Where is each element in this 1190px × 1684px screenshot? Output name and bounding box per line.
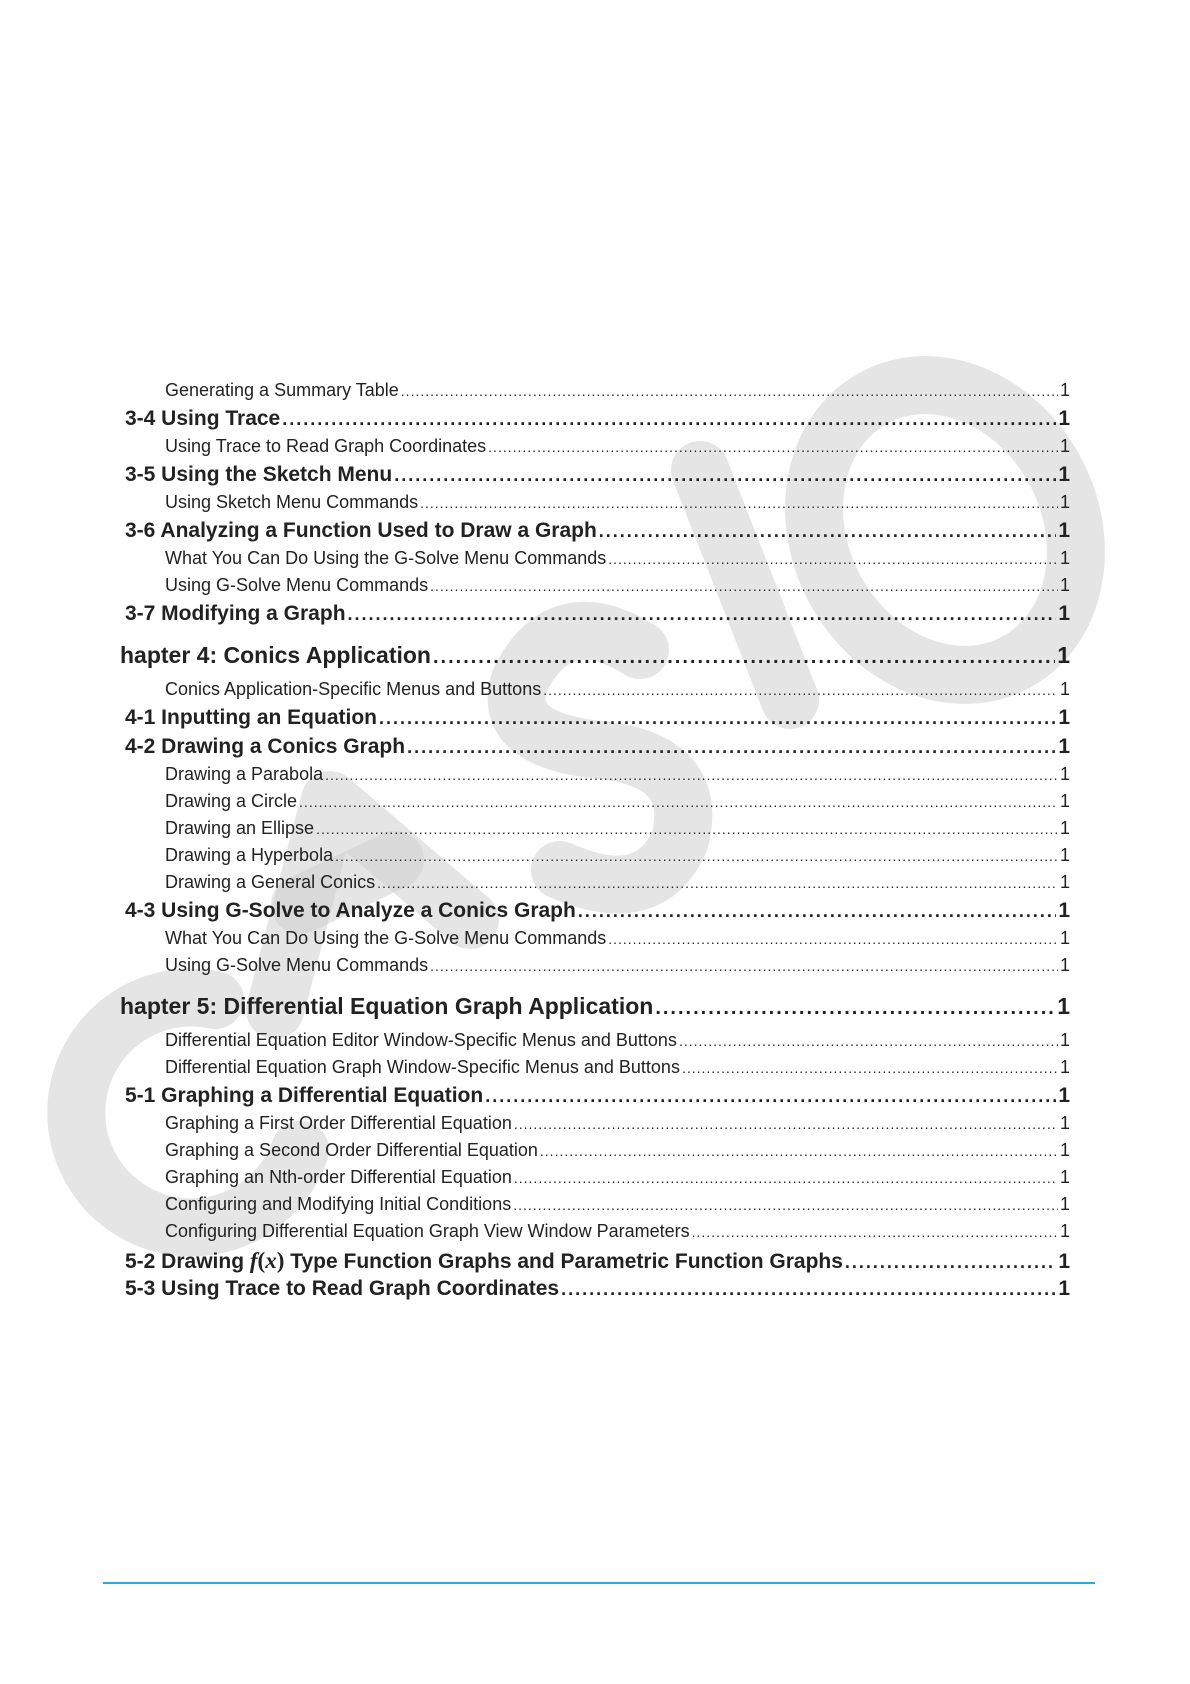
toc-page-number: 1 [1059,679,1070,699]
toc-page-number: 1 [1059,928,1070,948]
toc-page-number: 1 [1059,818,1070,838]
dot-leader [377,873,1058,891]
toc-entry-title: Drawing a Parabola [165,764,324,784]
toc-entry-chap[interactable] [120,644,1070,680]
toc-page-number: 1 [1059,1140,1070,1160]
toc-entry-title: 3-5 Using the Sketch Menu [125,463,393,486]
toc-entry-sub[interactable] [165,1141,1070,1168]
toc-entry-title: Drawing a Circle [165,791,298,811]
toc-entry-title: Graphing a Second Order Differential Equation [165,1140,538,1160]
dot-leader [401,381,1058,399]
toc-entry-sub[interactable] [165,680,1070,707]
dot-leader [430,956,1058,974]
toc-page-number: 1 [1058,706,1070,729]
toc-entry-sub[interactable] [165,1222,1070,1249]
dot-leader [379,707,1056,728]
dot-leader [325,765,1058,783]
toc-page-number: 1 [1059,791,1070,811]
toc-page-number: 1 [1059,845,1070,865]
toc-page-number: 1 [1059,380,1070,400]
toc-entry-sub[interactable] [165,792,1070,819]
toc-entry-sub[interactable] [165,1195,1070,1222]
toc-entry-title: 5-3 Using Trace to Read Graph Coordinates [125,1277,560,1300]
dot-leader [407,736,1056,757]
toc-entry-sec[interactable] [125,1249,1070,1278]
toc-page-number: 1 [1059,1057,1070,1077]
dot-leader [335,846,1058,864]
toc-entry-title: hapter 4: Conics Application [120,642,431,668]
toc-entry-sub[interactable] [165,1058,1070,1085]
toc-entry-title: 3-7 Modifying a Graph [125,602,346,625]
toc-entry-title: Drawing a Hyperbola [165,845,334,865]
toc-entry-sec[interactable] [125,707,1070,736]
toc-entry-title: Differential Equation Editor Window-Specific Menus and Buttons [165,1030,677,1050]
dot-leader [543,680,1058,698]
toc-entry-sub[interactable] [165,956,1070,983]
dot-leader [514,1168,1058,1186]
toc-page-number: 1 [1059,955,1070,975]
toc-entry-title: Using G-Solve Menu Commands [165,955,429,975]
toc-page-number: 1 [1058,735,1070,758]
dot-leader [488,437,1058,455]
toc-page-number: 1 [1058,899,1070,922]
dot-leader [394,464,1056,485]
toc-page-number: 1 [1059,1221,1070,1241]
dot-leader [679,1031,1058,1049]
toc-page-number: 1 [1058,1084,1070,1107]
dot-leader [485,1085,1056,1106]
dot-leader [578,900,1056,921]
toc-page-number: 1 [1059,548,1070,568]
toc-page-number: 1 [1059,764,1070,784]
toc-page-number: 1 [1059,1030,1070,1050]
toc-entry-title-prefix: 5-2 Drawing [125,1250,250,1273]
toc-entry-title: 4-1 Inputting an Equation [125,706,377,729]
toc-entry-title: 3-4 Using Trace [125,407,281,430]
toc-entry-title: What You Can Do Using the G-Solve Menu Commands [165,548,607,568]
toc-entry-title: 3-6 Analyzing a Function Used to Draw a Graph [125,519,597,542]
toc-entry-sec[interactable] [125,464,1070,493]
toc-entry-sub[interactable] [165,1168,1070,1195]
toc-page-number: 1 [1058,463,1070,486]
dot-leader [316,819,1058,837]
toc-page-number: 1 [1058,602,1070,625]
toc-entry-title: Graphing an Nth-order Differential Equation [165,1167,512,1187]
toc-entry-title: Generating a Summary Table [165,380,399,400]
toc-entry-sub[interactable] [165,1031,1070,1058]
toc-entry-title: Using Trace to Read Graph Coordinates [165,436,487,456]
footer-rule [103,1582,1095,1584]
toc-entry-sec[interactable] [125,520,1070,549]
toc-entry-sec[interactable] [125,900,1070,929]
toc-page-number: 1 [1057,993,1070,1019]
toc-entry-sub[interactable] [165,576,1070,603]
dot-leader [608,929,1058,947]
toc-entry-sub[interactable] [165,765,1070,792]
toc-entry-sub[interactable] [165,929,1070,956]
toc-page-number: 1 [1059,1194,1070,1214]
dot-leader [282,408,1056,429]
math-fx [250,1248,285,1273]
toc-page-number: 1 [1058,1250,1070,1273]
toc-entry-sec[interactable] [125,1085,1070,1114]
toc-page-number: 1 [1059,492,1070,512]
toc-page-number: 1 [1058,1277,1070,1300]
toc-entry-title: Configuring and Modifying Initial Conditions [165,1194,512,1214]
toc-entry-sub[interactable] [165,819,1070,846]
dot-leader [299,792,1058,810]
toc-entry-sub[interactable] [165,873,1070,900]
toc-entry-sub[interactable] [165,381,1070,408]
dot-leader [682,1058,1058,1076]
toc-entry-title: Drawing a General Conics [165,872,376,892]
toc-page-number: 1 [1058,519,1070,542]
toc-entry-sec[interactable] [125,736,1070,765]
toc-page-number: 1 [1059,575,1070,595]
math-f: f [249,1248,258,1273]
toc-entry-title: Using Sketch Menu Commands [165,492,419,512]
table-of-contents [120,381,1070,1307]
math-open: ( [257,1248,266,1273]
math-close: ) [276,1248,285,1273]
toc-page-number: 1 [1059,436,1070,456]
toc-entry-sub[interactable] [165,549,1070,576]
dot-leader [692,1222,1058,1240]
dot-leader [430,576,1058,594]
toc-entry-title: Graphing a First Order Differential Equation [165,1113,512,1133]
dot-leader [540,1141,1058,1159]
toc-entry-title-suffix: Type Function Graphs and Parametric Function Graphs [284,1250,843,1273]
toc-entry-chap[interactable] [120,995,1070,1031]
toc-entry-title: Drawing an Ellipse [165,818,315,838]
dot-leader [608,549,1058,567]
dot-leader [348,603,1057,624]
toc-page-number: 1 [1059,872,1070,892]
toc-page-number: 1 [1057,642,1070,668]
toc-entry-title: Using G-Solve Menu Commands [165,575,429,595]
toc-entry-sec[interactable] [125,408,1070,437]
toc-entry-sub[interactable] [165,437,1070,464]
dot-leader [655,995,1055,1018]
toc-page-number: 1 [1058,407,1070,430]
toc-entry-title: 4-2 Drawing a Conics Graph [125,735,406,758]
toc-page-number: 1 [1059,1113,1070,1133]
toc-entry-title: Differential Equation Graph Window-Specific Menus and Buttons [165,1057,680,1077]
toc-entry-sec[interactable] [125,603,1070,632]
toc-entry-sub[interactable] [165,493,1070,520]
dot-leader [513,1195,1058,1213]
toc-entry-title: 4-3 Using G-Solve to Analyze a Conics Graph [125,899,576,922]
toc-entry-title: hapter 5: Differential Equation Graph Application [120,993,654,1019]
dot-leader [433,644,1055,667]
toc-entry-title: What You Can Do Using the G-Solve Menu Commands [165,928,607,948]
toc-entry-title: Configuring Differential Equation Graph View Window Parameters [165,1221,690,1241]
toc-entry-title [125,1249,843,1272]
toc-entry-sub[interactable] [165,846,1070,873]
toc-entry-title: 5-1 Graphing a Differential Equation [125,1084,484,1107]
math-x: x [265,1248,277,1273]
toc-entry-title: Conics Application-Specific Menus and Buttons [165,679,542,699]
dot-leader [420,493,1058,511]
dot-leader [845,1251,1056,1272]
toc-entry-sec[interactable] [125,1278,1070,1307]
toc-page-number: 1 [1059,1167,1070,1187]
dot-leader [514,1114,1058,1132]
dot-leader [561,1278,1056,1299]
toc-entry-sub[interactable] [165,1114,1070,1141]
dot-leader [599,520,1057,541]
